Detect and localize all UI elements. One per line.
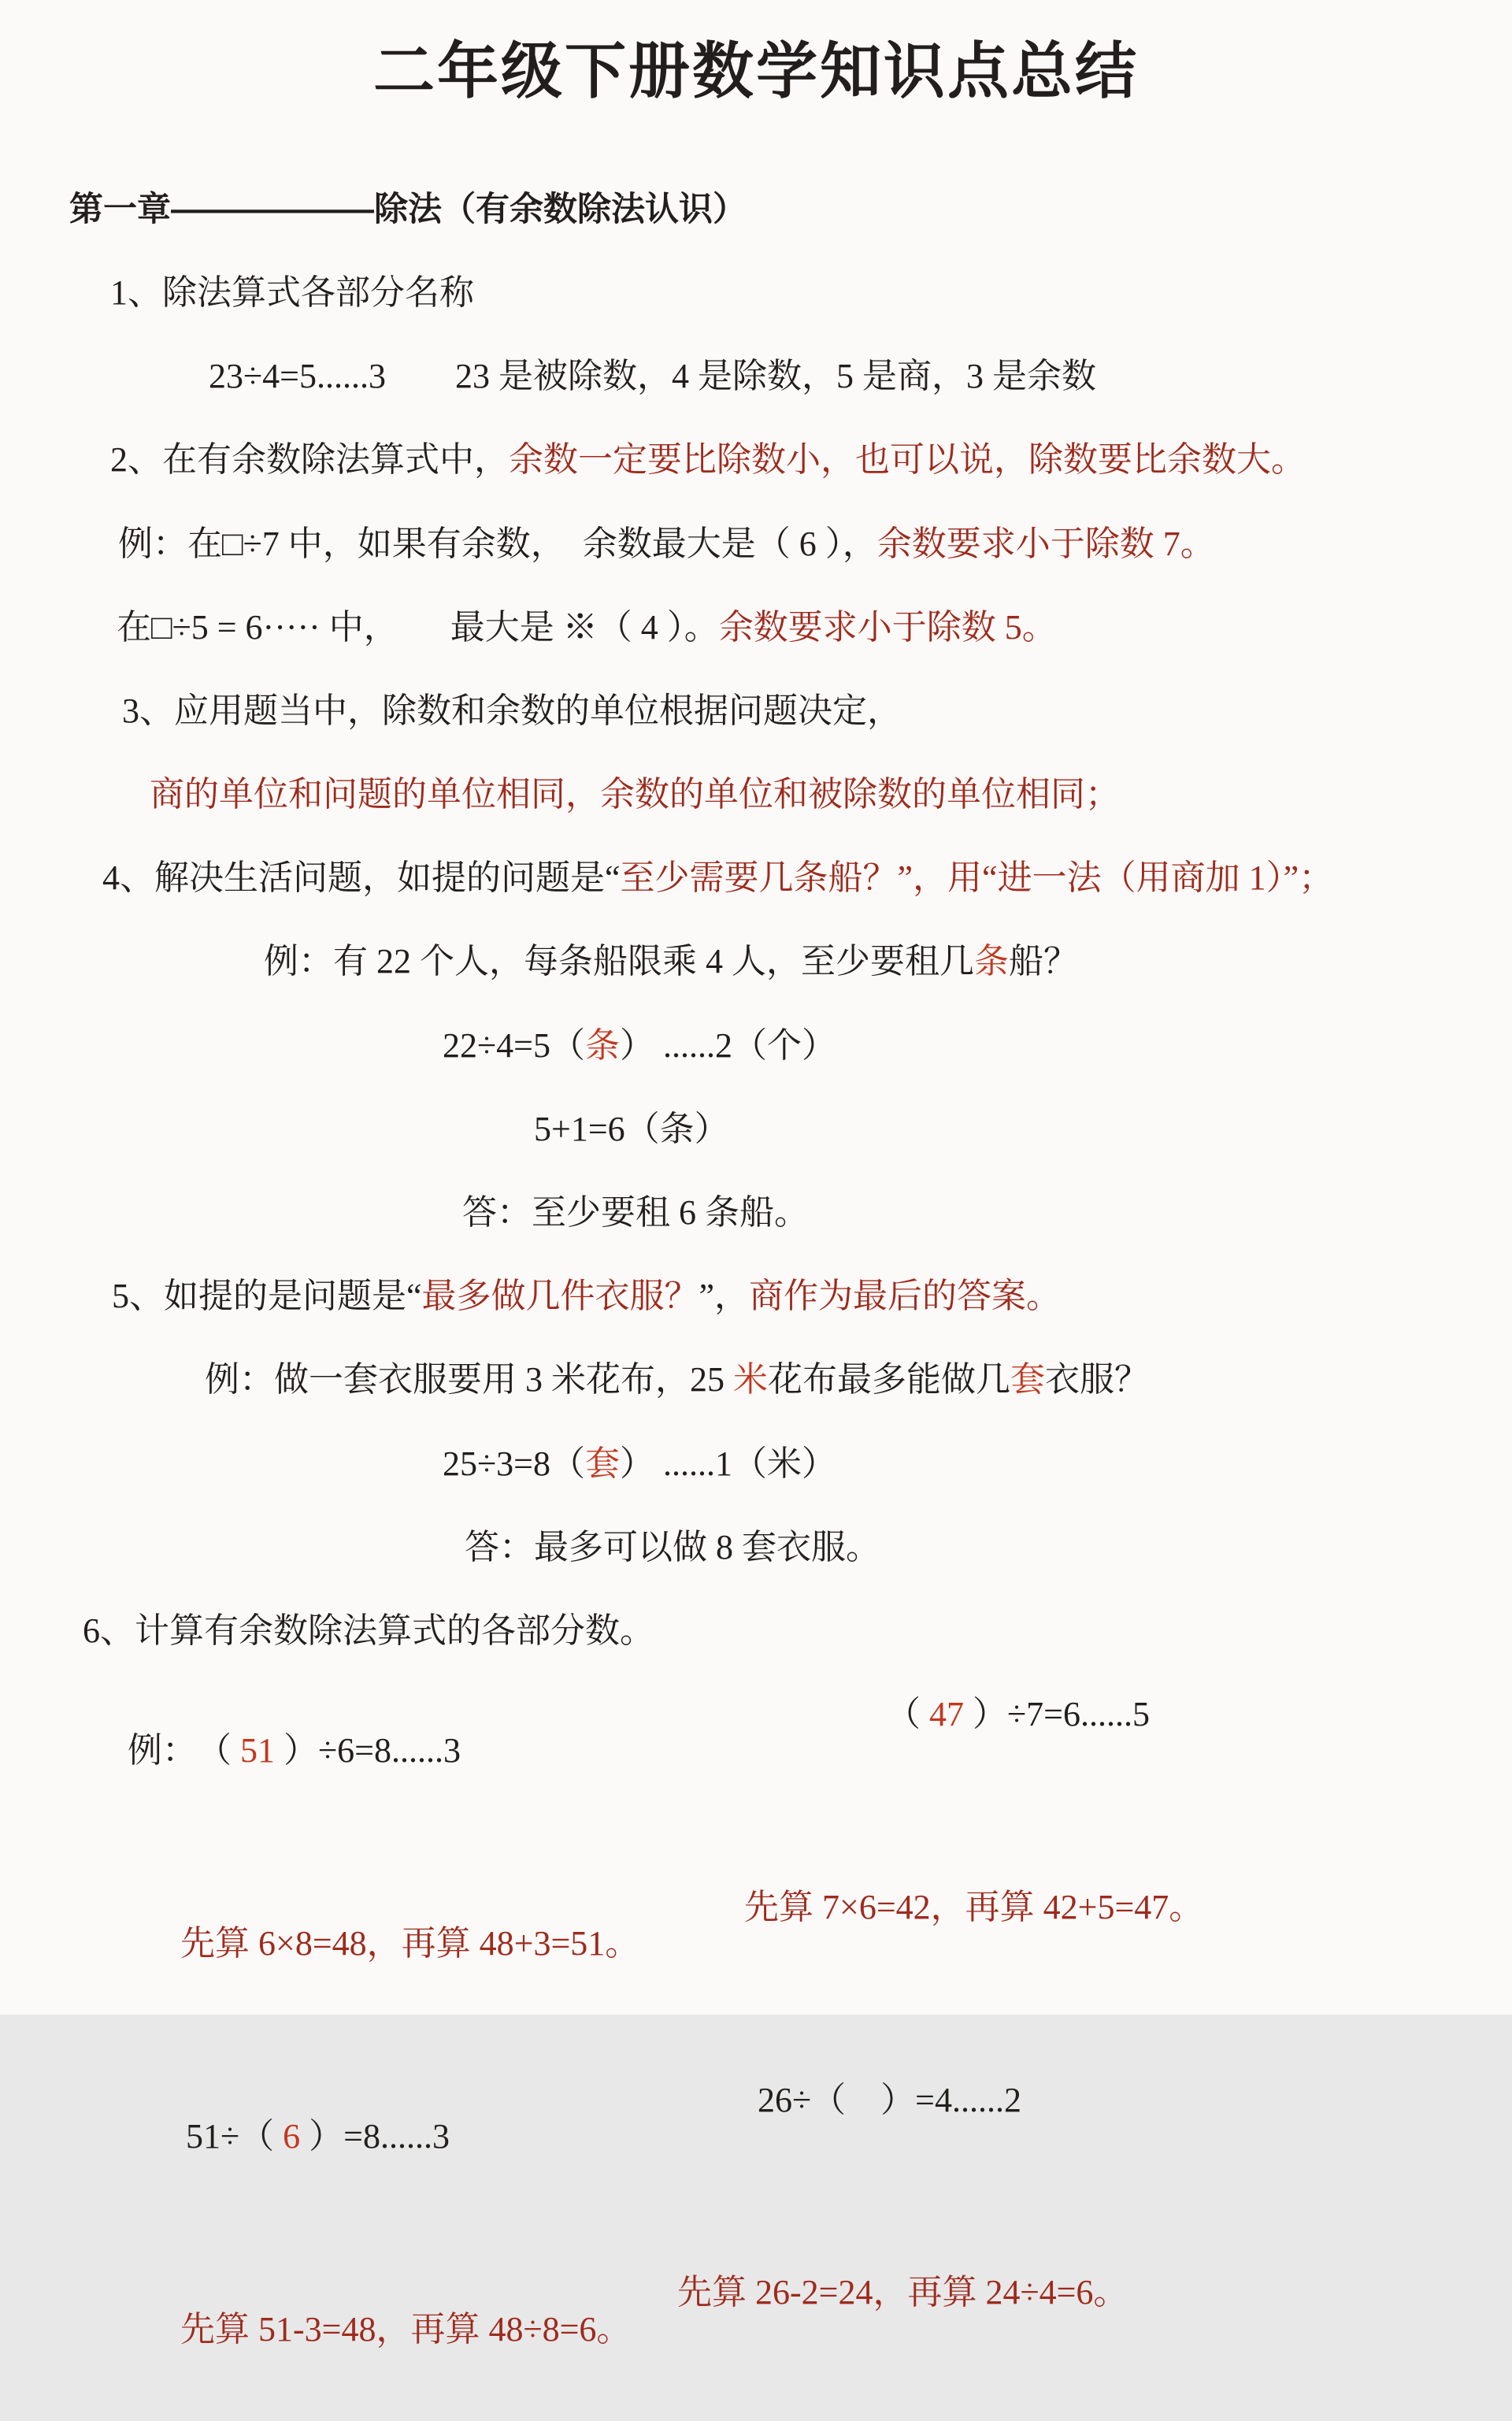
item-6-heading <box>83 1613 1512 1649</box>
item-3-rule <box>122 693 1512 729</box>
text-segment: 51÷（ <box>186 2116 284 2156</box>
calc-row-1-right <box>744 1889 1203 1926</box>
text-segment: ”， <box>699 1277 750 1316</box>
calc-row-2-right <box>677 2275 1128 2311</box>
document-title: 二年级下册数学知识点总结 <box>372 37 1139 106</box>
item-2-example-2 <box>117 607 1512 647</box>
text-segment: ）÷6=8......3 <box>275 1731 461 1770</box>
text-segment: 先算 51-3=48，再算 48÷8=6。 <box>180 2309 632 2349</box>
item-6-example-row-2 <box>0 2082 1512 2228</box>
text-segment: 4、解决生活问题，如提的问题是“ <box>102 858 621 898</box>
text-segment: 6、计算有余数除法算式的各部分数。 <box>83 1611 654 1650</box>
chapter-heading: 第一章——————除法（有余数除法认识） <box>69 190 747 228</box>
text-segment: 至少需要几条船？”，用“进一法（用商加 1）”； <box>620 858 1334 898</box>
text-segment: ） ......2（个） <box>619 1025 836 1065</box>
item-4-equation-2 <box>534 1111 1512 1147</box>
item-5-rule <box>112 1278 1512 1314</box>
item-6-example-row-1 <box>0 1696 1512 1842</box>
item-4-answer <box>462 1195 1512 1231</box>
text-segment: 余数要求小于除数 5。 <box>718 607 1057 647</box>
example-row-2-right <box>758 2082 1021 2119</box>
text-segment: 商的单位和问题的单位相同，余数的单位和被除数的单位相同； <box>150 775 1120 814</box>
text-segment: 套 <box>584 1444 620 1483</box>
text-segment: 5+1=6（条） <box>534 1109 729 1148</box>
text-segment: 2、在有余数除法算式中， <box>110 440 509 480</box>
text-segment: 商作为最后的答案。 <box>749 1277 1062 1316</box>
text-segment: 先算 6×8=48，再算 48+3=51。 <box>180 1924 640 1963</box>
text-segment: 余数要求小于除数 7。 <box>876 524 1215 563</box>
text-segment: 51 <box>240 1731 275 1770</box>
text-segment: 例：做一套衣服要用 3 米花布，25 <box>205 1360 733 1400</box>
text-segment: 例：有 22 个人，每条船限乘 4 人，至少要租几 <box>264 942 974 981</box>
text-segment: 23÷4=5......3 23 是被除数，4 是除数，5 是商，3 是余数 <box>209 357 1096 396</box>
text-segment: 先算 7×6=42，再算 42+5=47。 <box>744 1887 1204 1926</box>
text-segment: ）=8......3 <box>300 2116 450 2156</box>
calc-row-2-left <box>180 2310 631 2349</box>
item-2-example-1 <box>118 526 1512 562</box>
text-segment: ）÷7=6......5 <box>964 1695 1150 1734</box>
item-2-rule <box>110 442 1512 478</box>
text-segment: 47 <box>929 1695 964 1734</box>
text-segment: 米 <box>733 1360 768 1400</box>
item-3-rule-highlight <box>150 777 1512 813</box>
text-segment: 答：最多可以做 8 套衣服。 <box>465 1527 880 1566</box>
item-6-calc-row-1 <box>0 1889 1512 2035</box>
text-segment: 答：至少要租 6 条船。 <box>462 1193 809 1232</box>
calc-row-1-left <box>180 1924 639 1963</box>
text-segment: 在□÷5 = 6····· 中， 最大是 ※（ 4 ）。 <box>117 607 719 647</box>
item-5-answer <box>465 1529 1512 1566</box>
item-6-calc-row-2 <box>0 2275 1512 2420</box>
item-4-equation-1 <box>443 1025 1512 1065</box>
item-4-example <box>264 944 1512 980</box>
division-parts-example <box>209 358 1512 395</box>
item-1-heading <box>110 275 1512 311</box>
text-segment: 例：在□÷7 中，如果有余数， 余数最大是（ 6 ）， <box>118 524 877 563</box>
example-row-1-left <box>128 1731 461 1770</box>
text-segment: 先算 26-2=24，再算 24÷4=6。 <box>677 2273 1128 2312</box>
text-segment: 1、除法算式各部分名称 <box>110 273 474 312</box>
text-segment: 3、应用题当中，除数和余数的单位根据问题决定， <box>122 691 902 730</box>
text-segment: 最多做几件衣服？ <box>421 1277 699 1316</box>
example-row-1-right <box>886 1696 1150 1733</box>
item-5-example <box>205 1362 1512 1398</box>
text-segment: 余数一定要比除数小，也可以说，除数要比余数大。 <box>509 440 1306 480</box>
text-segment: ） ......1（米） <box>619 1444 836 1483</box>
text-segment: 26÷（ ）=4......2 <box>758 2080 1021 2119</box>
example-row-2-left <box>186 2117 450 2156</box>
text-segment: 6 <box>283 2116 301 2156</box>
text-segment: 25÷3=8（ <box>443 1444 585 1483</box>
text-segment: （ <box>886 1695 929 1734</box>
item-5-equation <box>443 1446 1512 1482</box>
text-segment: 衣服？ <box>1045 1360 1149 1400</box>
text-segment: 5、如提的是问题是“ <box>112 1277 422 1316</box>
text-segment: 花布最多能做几 <box>768 1360 1010 1400</box>
text-segment: 22÷4=5（ <box>443 1025 585 1065</box>
item-4-rule <box>102 860 1512 896</box>
text-segment: 条 <box>974 942 1009 981</box>
text-segment: 套 <box>1010 1360 1045 1400</box>
text-segment: 条 <box>584 1025 620 1065</box>
text-segment: 例： （ <box>128 1731 240 1770</box>
text-segment: 船？ <box>1009 942 1078 981</box>
